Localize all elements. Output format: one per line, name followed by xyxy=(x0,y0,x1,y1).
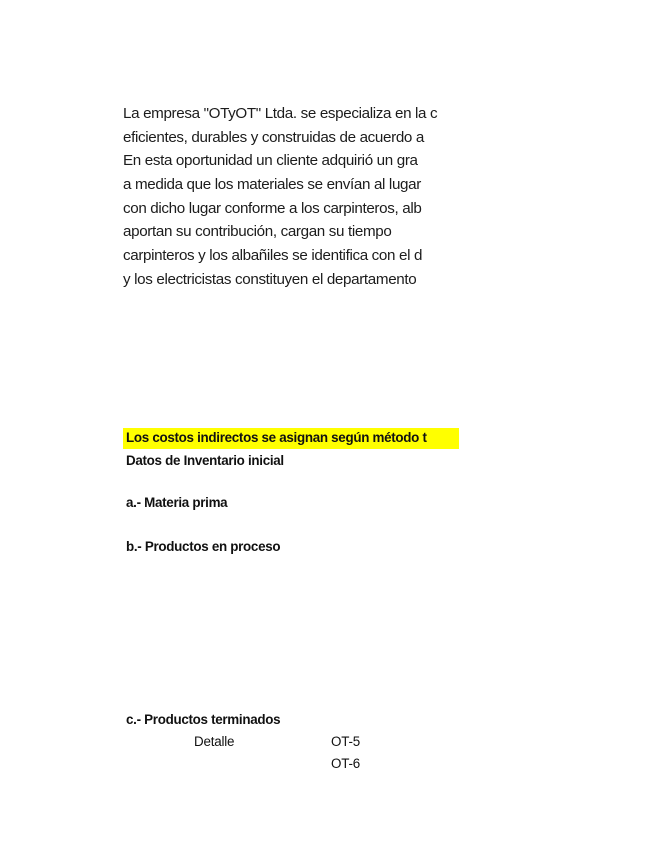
detail-label: Detalle xyxy=(194,734,235,749)
intro-line: con dicho lugar conforme a los carpinteros, alb xyxy=(123,199,422,217)
intro-paragraph xyxy=(123,102,460,292)
intro-line: a medida que los materiales se envían al lugar xyxy=(123,176,421,194)
intro-line: La empresa "OTyOT" Ltda. se especializa en la c xyxy=(123,105,438,122)
order-ot-6: OT-6 xyxy=(331,756,360,771)
raw-materials-heading: a.- Materia prima xyxy=(126,495,228,510)
work-in-process-heading: b.- Productos en proceso xyxy=(126,539,281,554)
highlighted-note-text: Los costos indirectos se asignan según método t xyxy=(126,430,427,445)
intro-line: aportan su contribución, cargan su tiempo xyxy=(123,223,392,241)
finished-goods-heading: c.- Productos terminados xyxy=(126,712,281,727)
highlighted-note xyxy=(123,428,459,449)
order-ot-5: OT-5 xyxy=(331,734,360,749)
intro-line: eficientes, durables y construidas de acuerdo a xyxy=(123,128,424,146)
intro-line: carpinteros y los albañiles se identifica con el d xyxy=(123,247,423,265)
intro-line: y los electricistas constituyen el departamento xyxy=(123,270,417,288)
intro-line: En esta oportunidad un cliente adquirió un gra xyxy=(123,152,418,170)
inventory-heading: Datos de Inventario inicial xyxy=(126,453,284,468)
